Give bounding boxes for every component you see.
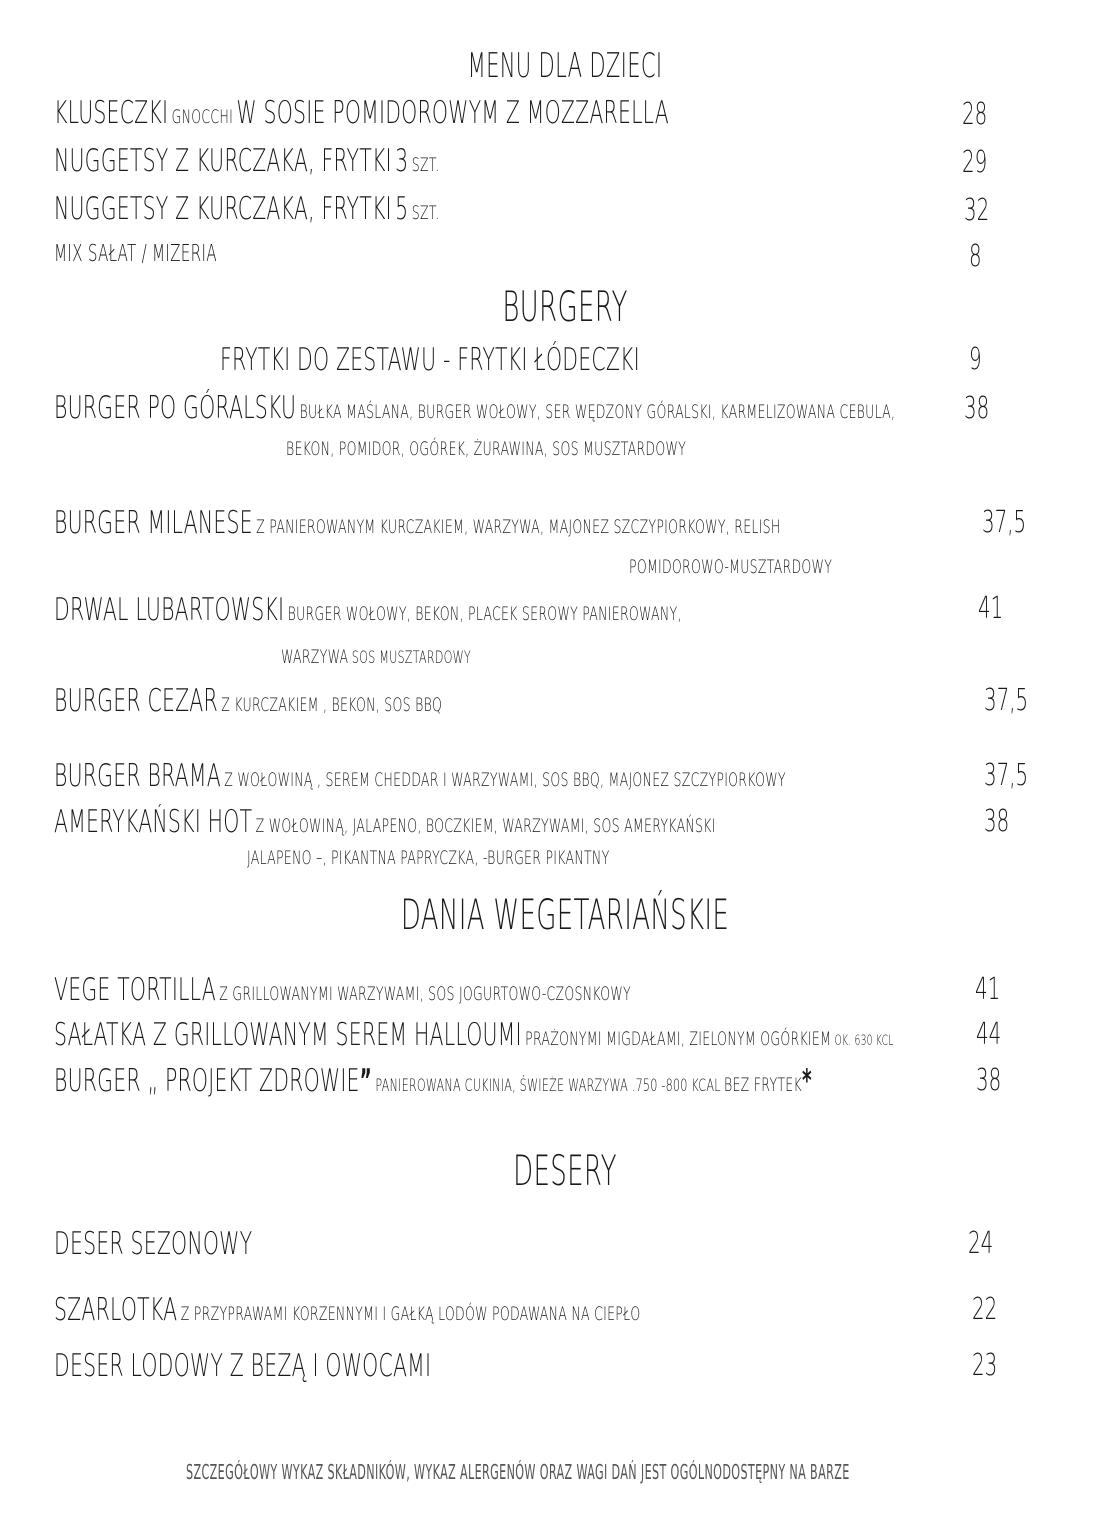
item-price: 28 — [962, 97, 988, 132]
item-price: 23 — [972, 1348, 998, 1383]
menu-item-nuggets-5 — [54, 191, 440, 227]
item-unit: SZT. — [411, 202, 440, 224]
item-name: SAŁATKA Z GRILLOWANYM SEREM HALLOUMI — [54, 1017, 522, 1053]
item-name: NUGGETSY Z KURCZAKA, FRYTKI — [54, 143, 392, 179]
item-price: 41 — [975, 972, 1001, 1007]
menu-item-deser-sezonowy — [54, 1226, 252, 1262]
item-desc: PRAŻONYMI MIGDAŁAMI, ZIELONYM OGÓRKIEM — [525, 1028, 832, 1050]
asterisk-icon: * — [801, 1063, 812, 1099]
menu-item-vege-tortilla — [54, 972, 631, 1008]
item-desc: Z PRZYPRAWAMI KORZENNYMI I GAŁKĄ LODÓW PODAWANA NA CIEPŁO — [180, 1303, 641, 1325]
item-desc-line2: JALAPENO –, PIKANTNA PAPRYCZKA, -BURGER PIKANTNY — [247, 847, 610, 869]
item-desc: BUŁKA MAŚLANA, BURGER WOŁOWY, SER WĘDZONY GÓRALSKI, KARMELIZOWANA CEBULA, — [299, 401, 896, 423]
item-name: NUGGETSY Z KURCZAKA, FRYTKI — [54, 191, 392, 227]
item-desc-line2: POMIDOROWO-MUSZTARDOWY — [629, 556, 833, 578]
allergen-footer-note: SZCZEGÓŁOWY WYKAZ SKŁADNIKÓW, WYKAZ ALERGENÓW ORAZ WAGI DAŃ JEST OGÓLNODOSTĘPNY NA BARZE — [186, 1460, 850, 1484]
menu-item-drwal — [54, 592, 682, 628]
item-price: 38 — [976, 1063, 1002, 1098]
item-name: KLUSECZKI — [54, 95, 169, 131]
menu-item-projekt-zdrowie — [54, 1063, 812, 1099]
menu-item-kluseczki — [54, 95, 669, 131]
menu-item-milanese — [54, 505, 781, 541]
item-desc: Z GRILLOWANYMI WARZYWAMI, SOS JOGURTOWO-CZOSNKOWY — [219, 983, 631, 1005]
section-title-kids: MENU DLA DZIECI — [467, 46, 663, 86]
menu-item-cezar — [54, 683, 442, 719]
item-name: DESER LODOWY Z BEZĄ I OWOCAMI — [54, 1348, 432, 1384]
item-name: BURGER „ PROJEKT ZDROWIE — [54, 1063, 360, 1099]
item-desc-line2: BEKON, POMIDOR, OGÓREK, ŻURAWINA, SOS MUSZTARDOWY — [286, 438, 687, 460]
section-title-desserts: DESERY — [513, 1146, 617, 1195]
item-desc-b: BEZ FRYTEK — [724, 1074, 802, 1096]
item-qty: 3 — [395, 143, 409, 179]
item-name: MIX SAŁAT / MIZERIA — [54, 241, 217, 267]
item-desc: BURGER WOŁOWY, BEKON, PLACEK SEROWY PANIEROWANY, — [287, 603, 682, 625]
item-price: 44 — [976, 1017, 1002, 1052]
item-desc: GNOCCHI — [171, 106, 234, 128]
item-name: SZARLOTKA — [54, 1292, 178, 1328]
item-price: 38 — [984, 804, 1010, 839]
item-quote: ” — [359, 1063, 372, 1099]
item-price: 8 — [969, 239, 982, 274]
item-price: 24 — [968, 1226, 994, 1261]
item-desc: Z PANIEROWANYM KURCZAKIEM, WARZYWA, MAJONEZ SZCZYPIORKOWY, RELISH — [256, 516, 781, 538]
item-name: VEGE TORTILLA — [54, 972, 216, 1008]
item-price: 29 — [962, 145, 988, 180]
item-price: 38 — [964, 391, 990, 426]
menu-item-fries — [220, 342, 640, 378]
item-price: 32 — [964, 193, 990, 228]
item-name: BURGER PO GÓRALSKU — [54, 390, 297, 426]
section-title-vege: DANIA WEGETARIAŃSKIE — [400, 890, 730, 939]
item-price: 22 — [972, 1292, 998, 1327]
menu-item-goralsku — [54, 390, 895, 426]
item-price: 9 — [969, 342, 982, 377]
item-desc: PANIEROWANA CUKINIA, ŚWIEŻE WARZYWA .750 -800 KCAL — [375, 1076, 721, 1096]
item-name: AMERYKAŃSKI HOT — [54, 804, 253, 840]
item-desc: Z KURCZAKIEM , BEKON, SOS BBQ — [221, 694, 443, 716]
item-note: OK. 630 KCL — [834, 1033, 894, 1049]
item-name: BURGER BRAMA — [54, 758, 221, 794]
item-name: DESER SEZONOWY — [54, 1226, 253, 1262]
item-name: BURGER MILANESE — [54, 505, 253, 541]
item-name: BURGER CEZAR — [54, 683, 218, 719]
menu-item-salad — [54, 241, 217, 267]
item-desc-line2: WARZYWA SOS MUSZTARDOWY — [281, 646, 471, 668]
item-price: 37,5 — [984, 758, 1029, 793]
menu-item-brama — [54, 758, 786, 794]
menu-item-szarlotka — [54, 1292, 641, 1328]
section-title-burgers: BURGERY — [502, 282, 628, 331]
item-desc: Z WOŁOWINĄ , SEREM CHEDDAR I WARZYWAMI, SOS BBQ, MAJONEZ SZCZYPIORKOWY — [224, 769, 786, 791]
item-unit: SZT. — [411, 154, 440, 176]
menu-item-deser-lodowy — [54, 1348, 431, 1384]
menu-item-amerykanski — [54, 804, 716, 840]
item-name: DRWAL LUBARTOWSKI — [54, 592, 285, 628]
item-name-cont: W SOSIE POMIDOROWYM Z MOZZARELLA — [236, 95, 669, 131]
item-desc: Z WOŁOWINĄ, JALAPENO, BOCZKIEM, WARZYWAMI, SOS AMERYKAŃSKI — [255, 815, 716, 837]
item-qty: 5 — [395, 191, 409, 227]
item-name: FRYTKI DO ZESTAWU - FRYTKI ŁÓDECZKI — [220, 342, 640, 378]
menu-item-halloumi — [54, 1017, 894, 1053]
item-price: 37,5 — [984, 683, 1029, 718]
menu-item-nuggets-3 — [54, 143, 440, 179]
item-price: 37,5 — [982, 505, 1027, 540]
item-price: 41 — [978, 591, 1004, 626]
